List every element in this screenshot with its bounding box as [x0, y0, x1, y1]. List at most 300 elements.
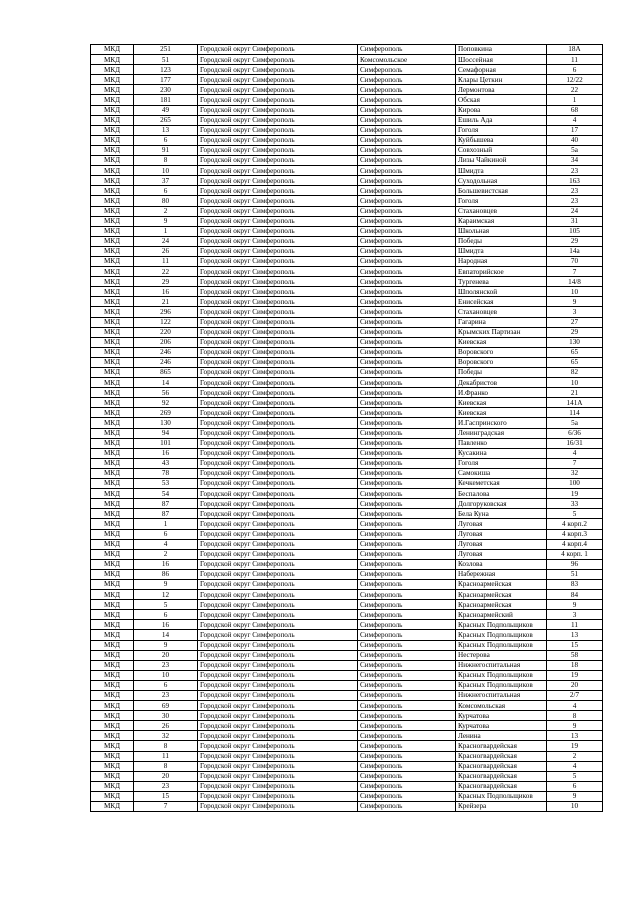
cell-object-type: МКД	[91, 771, 134, 781]
cell-number: 206	[134, 337, 198, 347]
cell-district: Городской округ Симферополь	[198, 388, 358, 398]
cell-locality: Симферополь	[358, 448, 456, 458]
cell-locality: Симферополь	[358, 145, 456, 155]
cell-object-type: МКД	[91, 529, 134, 539]
cell-locality: Симферополь	[358, 357, 456, 367]
cell-district: Городской округ Симферополь	[198, 771, 358, 781]
table-row	[91, 337, 603, 347]
cell-house-number: 13	[547, 630, 603, 640]
cell-locality: Симферополь	[358, 721, 456, 731]
cell-street: Беспалова	[456, 489, 547, 499]
cell-number: 181	[134, 95, 198, 105]
cell-street: Караимская	[456, 216, 547, 226]
cell-house-number: 5	[547, 509, 603, 519]
cell-number: 7	[134, 802, 198, 812]
table-row	[91, 610, 603, 620]
table-row	[91, 277, 603, 287]
cell-object-type: МКД	[91, 701, 134, 711]
cell-number: 20	[134, 771, 198, 781]
cell-number: 9	[134, 640, 198, 650]
cell-object-type: МКД	[91, 45, 134, 55]
table-row	[91, 802, 603, 812]
cell-locality: Симферополь	[358, 125, 456, 135]
cell-street: Воровского	[456, 357, 547, 367]
table-row	[91, 630, 603, 640]
cell-object-type: МКД	[91, 156, 134, 166]
cell-district: Городской округ Симферополь	[198, 468, 358, 478]
table-row	[91, 317, 603, 327]
cell-locality: Симферополь	[358, 741, 456, 751]
cell-number: 6	[134, 529, 198, 539]
cell-district: Городской округ Симферополь	[198, 438, 358, 448]
cell-object-type: МКД	[91, 216, 134, 226]
cell-house-number: 13	[547, 731, 603, 741]
table-row	[91, 600, 603, 610]
cell-house-number: 2/7	[547, 691, 603, 701]
cell-street: Красногвардейская	[456, 761, 547, 771]
cell-district: Городской округ Симферополь	[198, 620, 358, 630]
cell-locality: Симферополь	[358, 458, 456, 468]
cell-street: Красноармейская	[456, 579, 547, 589]
cell-district: Городской округ Симферополь	[198, 751, 358, 761]
cell-house-number: 24	[547, 206, 603, 216]
cell-object-type: МКД	[91, 448, 134, 458]
table-row	[91, 256, 603, 266]
cell-object-type: МКД	[91, 246, 134, 256]
cell-number: 265	[134, 115, 198, 125]
cell-street: Красных Подпольщиков	[456, 620, 547, 630]
cell-locality: Симферополь	[358, 85, 456, 95]
cell-number: 54	[134, 489, 198, 499]
cell-street: Красных Подпольщиков	[456, 791, 547, 801]
cell-street: Декабристов	[456, 378, 547, 388]
cell-district: Городской округ Симферополь	[198, 428, 358, 438]
cell-number: 49	[134, 105, 198, 115]
cell-number: 92	[134, 398, 198, 408]
cell-street: И.Франко	[456, 388, 547, 398]
cell-locality: Симферополь	[358, 579, 456, 589]
cell-object-type: МКД	[91, 680, 134, 690]
cell-locality: Симферополь	[358, 105, 456, 115]
cell-number: 24	[134, 236, 198, 246]
cell-locality: Симферополь	[358, 489, 456, 499]
cell-locality: Симферополь	[358, 670, 456, 680]
cell-street: Красногвардейская	[456, 781, 547, 791]
table-row	[91, 691, 603, 701]
table-row	[91, 75, 603, 85]
cell-house-number: 100	[547, 479, 603, 489]
cell-number: 5	[134, 600, 198, 610]
cell-street: Красногвардейская	[456, 751, 547, 761]
cell-number: 123	[134, 65, 198, 75]
cell-street: Лермонтова	[456, 85, 547, 95]
cell-street: Красногвардейская	[456, 771, 547, 781]
table-row	[91, 307, 603, 317]
cell-street: Киевская	[456, 398, 547, 408]
cell-street: Кусакина	[456, 448, 547, 458]
cell-object-type: МКД	[91, 277, 134, 287]
cell-house-number: 31	[547, 216, 603, 226]
cell-number: 122	[134, 317, 198, 327]
cell-house-number: 27	[547, 317, 603, 327]
cell-object-type: МКД	[91, 337, 134, 347]
table-row	[91, 216, 603, 226]
cell-house-number: 15	[547, 640, 603, 650]
cell-number: 22	[134, 267, 198, 277]
cell-number: 246	[134, 347, 198, 357]
table-row	[91, 781, 603, 791]
cell-street: Бела Куна	[456, 509, 547, 519]
cell-house-number: 5а	[547, 418, 603, 428]
cell-number: 43	[134, 458, 198, 468]
table-row	[91, 55, 603, 65]
cell-locality: Симферополь	[358, 418, 456, 428]
cell-locality: Симферополь	[358, 277, 456, 287]
cell-street: Шмидта	[456, 246, 547, 256]
cell-street: Красных Подпольщиков	[456, 670, 547, 680]
table-row	[91, 640, 603, 650]
cell-number: 14	[134, 378, 198, 388]
cell-number: 10	[134, 670, 198, 680]
cell-house-number: 7	[547, 458, 603, 468]
cell-house-number: 65	[547, 347, 603, 357]
cell-object-type: МКД	[91, 357, 134, 367]
cell-district: Городской округ Симферополь	[198, 216, 358, 226]
cell-object-type: МКД	[91, 509, 134, 519]
cell-number: 16	[134, 559, 198, 569]
cell-district: Городской округ Симферополь	[198, 721, 358, 731]
cell-district: Городской округ Симферополь	[198, 287, 358, 297]
cell-number: 51	[134, 55, 198, 65]
cell-object-type: МКД	[91, 256, 134, 266]
table-row	[91, 267, 603, 277]
cell-object-type: МКД	[91, 610, 134, 620]
cell-house-number: 9	[547, 297, 603, 307]
cell-district: Городской округ Симферополь	[198, 458, 358, 468]
cell-district: Городской округ Симферополь	[198, 125, 358, 135]
table-row	[91, 135, 603, 145]
cell-number: 23	[134, 660, 198, 670]
cell-locality: Симферополь	[358, 45, 456, 55]
cell-object-type: МКД	[91, 317, 134, 327]
table-row	[91, 579, 603, 589]
table-row	[91, 156, 603, 166]
cell-locality: Симферополь	[358, 610, 456, 620]
cell-street: Курчатова	[456, 711, 547, 721]
cell-object-type: МКД	[91, 650, 134, 660]
table-row	[91, 620, 603, 630]
table-row	[91, 680, 603, 690]
cell-street: Красноармейский	[456, 610, 547, 620]
cell-house-number: 10	[547, 802, 603, 812]
cell-district: Городской округ Симферополь	[198, 408, 358, 418]
cell-street: Евпаторийское	[456, 267, 547, 277]
cell-number: 21	[134, 297, 198, 307]
cell-street: Крымских Партизан	[456, 327, 547, 337]
table-row	[91, 660, 603, 670]
cell-house-number: 68	[547, 105, 603, 115]
cell-district: Городской округ Симферополь	[198, 115, 358, 125]
table-row	[91, 499, 603, 509]
table-row	[91, 771, 603, 781]
cell-street: Тургенева	[456, 277, 547, 287]
cell-number: 80	[134, 196, 198, 206]
cell-street: Козлова	[456, 559, 547, 569]
cell-object-type: МКД	[91, 489, 134, 499]
cell-street: Комсомольская	[456, 701, 547, 711]
cell-object-type: МКД	[91, 176, 134, 186]
table-row	[91, 327, 603, 337]
cell-object-type: МКД	[91, 590, 134, 600]
table-row	[91, 408, 603, 418]
table-row	[91, 105, 603, 115]
cell-street: Нестерова	[456, 650, 547, 660]
table-row	[91, 166, 603, 176]
cell-house-number: 65	[547, 357, 603, 367]
cell-house-number: 51	[547, 569, 603, 579]
cell-house-number: 141А	[547, 398, 603, 408]
cell-locality: Симферополь	[358, 569, 456, 579]
cell-locality: Симферополь	[358, 186, 456, 196]
table-row	[91, 731, 603, 741]
cell-object-type: МКД	[91, 579, 134, 589]
cell-locality: Симферополь	[358, 761, 456, 771]
cell-number: 78	[134, 468, 198, 478]
table-row	[91, 529, 603, 539]
cell-district: Городской округ Симферополь	[198, 135, 358, 145]
cell-object-type: МКД	[91, 559, 134, 569]
cell-locality: Симферополь	[358, 267, 456, 277]
table-row	[91, 297, 603, 307]
cell-house-number: 19	[547, 741, 603, 751]
cell-object-type: МКД	[91, 721, 134, 731]
table-row	[91, 468, 603, 478]
table-row	[91, 145, 603, 155]
cell-house-number: 9	[547, 721, 603, 731]
cell-house-number: 9	[547, 791, 603, 801]
cell-district: Городской округ Симферополь	[198, 307, 358, 317]
cell-object-type: МКД	[91, 620, 134, 630]
cell-district: Городской округ Симферополь	[198, 680, 358, 690]
cell-district: Городской округ Симферополь	[198, 600, 358, 610]
housing-table	[90, 44, 603, 812]
cell-object-type: МКД	[91, 781, 134, 791]
cell-district: Городской округ Симферополь	[198, 590, 358, 600]
cell-object-type: МКД	[91, 741, 134, 751]
cell-district: Городской округ Симферополь	[198, 509, 358, 519]
cell-number: 30	[134, 711, 198, 721]
cell-district: Городской округ Симферополь	[198, 610, 358, 620]
cell-locality: Симферополь	[358, 559, 456, 569]
cell-house-number: 29	[547, 327, 603, 337]
cell-number: 865	[134, 368, 198, 378]
cell-house-number: 21	[547, 388, 603, 398]
cell-street: Школьная	[456, 226, 547, 236]
cell-object-type: МКД	[91, 186, 134, 196]
cell-locality: Симферополь	[358, 438, 456, 448]
cell-number: 10	[134, 166, 198, 176]
cell-object-type: МКД	[91, 75, 134, 85]
cell-object-type: МКД	[91, 125, 134, 135]
cell-street: Лизы Чайкиной	[456, 156, 547, 166]
table-row	[91, 418, 603, 428]
cell-district: Городской округ Симферополь	[198, 650, 358, 660]
cell-number: 20	[134, 650, 198, 660]
cell-district: Городской округ Симферополь	[198, 731, 358, 741]
table-row	[91, 65, 603, 75]
cell-district: Городской округ Симферополь	[198, 277, 358, 287]
cell-district: Городской округ Симферополь	[198, 317, 358, 327]
cell-locality: Симферополь	[358, 519, 456, 529]
cell-number: 9	[134, 216, 198, 226]
cell-house-number: 9	[547, 600, 603, 610]
cell-number: 8	[134, 156, 198, 166]
cell-locality: Симферополь	[358, 650, 456, 660]
cell-object-type: МКД	[91, 549, 134, 559]
cell-number: 37	[134, 176, 198, 186]
table-row	[91, 448, 603, 458]
table-row	[91, 791, 603, 801]
cell-street: Гоголя	[456, 125, 547, 135]
cell-district: Городской округ Симферополь	[198, 640, 358, 650]
cell-object-type: МКД	[91, 458, 134, 468]
cell-house-number: 14/8	[547, 277, 603, 287]
cell-object-type: МКД	[91, 539, 134, 549]
cell-object-type: МКД	[91, 145, 134, 155]
cell-district: Городской округ Симферополь	[198, 549, 358, 559]
cell-locality: Симферополь	[358, 246, 456, 256]
cell-district: Городской округ Симферополь	[198, 630, 358, 640]
cell-number: 6	[134, 680, 198, 690]
table-row	[91, 206, 603, 216]
cell-district: Городской округ Симферополь	[198, 398, 358, 408]
cell-number: 4	[134, 539, 198, 549]
table-row	[91, 176, 603, 186]
cell-locality: Симферополь	[358, 327, 456, 337]
cell-locality: Симферополь	[358, 115, 456, 125]
table-row	[91, 569, 603, 579]
cell-number: 251	[134, 45, 198, 55]
cell-district: Городской округ Симферополь	[198, 55, 358, 65]
cell-object-type: МКД	[91, 670, 134, 680]
cell-street: Красноармейская	[456, 590, 547, 600]
cell-number: 13	[134, 125, 198, 135]
cell-locality: Симферополь	[358, 398, 456, 408]
cell-district: Городской округ Симферополь	[198, 670, 358, 680]
cell-district: Городской округ Симферополь	[198, 479, 358, 489]
cell-district: Городской округ Симферополь	[198, 75, 358, 85]
cell-house-number: 70	[547, 256, 603, 266]
table-row	[91, 357, 603, 367]
cell-street: Набережная	[456, 569, 547, 579]
cell-locality: Симферополь	[358, 529, 456, 539]
cell-locality: Симферополь	[358, 802, 456, 812]
cell-house-number: 4	[547, 701, 603, 711]
cell-house-number: 96	[547, 559, 603, 569]
cell-house-number: 5	[547, 771, 603, 781]
cell-district: Городской округ Симферополь	[198, 267, 358, 277]
cell-number: 23	[134, 691, 198, 701]
table-row	[91, 368, 603, 378]
cell-locality: Симферополь	[358, 660, 456, 670]
cell-street: Воровского	[456, 347, 547, 357]
cell-house-number: 84	[547, 590, 603, 600]
cell-district: Городской округ Симферополь	[198, 701, 358, 711]
cell-house-number: 29	[547, 236, 603, 246]
cell-locality: Симферополь	[358, 499, 456, 509]
cell-house-number: 4 корп. 1	[547, 549, 603, 559]
table-row	[91, 559, 603, 569]
table-row	[91, 95, 603, 105]
cell-house-number: 6/36	[547, 428, 603, 438]
cell-object-type: МКД	[91, 428, 134, 438]
cell-district: Городской округ Симферополь	[198, 802, 358, 812]
cell-district: Городской округ Симферополь	[198, 781, 358, 791]
cell-street: Поповкина	[456, 45, 547, 55]
cell-house-number: 10	[547, 378, 603, 388]
cell-house-number: 40	[547, 135, 603, 145]
cell-number: 16	[134, 620, 198, 630]
cell-street: Большевистская	[456, 186, 547, 196]
cell-district: Городской округ Симферополь	[198, 741, 358, 751]
cell-number: 87	[134, 509, 198, 519]
cell-object-type: МКД	[91, 267, 134, 277]
cell-locality: Симферополь	[358, 166, 456, 176]
cell-number: 2	[134, 549, 198, 559]
table-row	[91, 751, 603, 761]
cell-locality: Симферополь	[358, 337, 456, 347]
cell-house-number: 4	[547, 761, 603, 771]
cell-object-type: МКД	[91, 206, 134, 216]
cell-locality: Симферополь	[358, 95, 456, 105]
cell-house-number: 1	[547, 95, 603, 105]
cell-district: Городской округ Симферополь	[198, 660, 358, 670]
cell-street: Луговая	[456, 549, 547, 559]
cell-district: Городской округ Симферополь	[198, 448, 358, 458]
cell-district: Городской округ Симферополь	[198, 145, 358, 155]
cell-street: Куйбышева	[456, 135, 547, 145]
cell-district: Городской округ Симферополь	[198, 65, 358, 75]
cell-locality: Симферополь	[358, 347, 456, 357]
table-row	[91, 489, 603, 499]
cell-number: 29	[134, 277, 198, 287]
table-row	[91, 398, 603, 408]
cell-object-type: МКД	[91, 347, 134, 357]
cell-district: Городской округ Симферополь	[198, 791, 358, 801]
cell-object-type: МКД	[91, 479, 134, 489]
cell-locality: Симферополь	[358, 428, 456, 438]
cell-house-number: 3	[547, 307, 603, 317]
table-row	[91, 711, 603, 721]
cell-house-number: 19	[547, 489, 603, 499]
cell-district: Городской округ Симферополь	[198, 691, 358, 701]
cell-street: Победы	[456, 368, 547, 378]
cell-object-type: МКД	[91, 287, 134, 297]
cell-number: 220	[134, 327, 198, 337]
cell-house-number: 20	[547, 680, 603, 690]
cell-object-type: МКД	[91, 660, 134, 670]
cell-street: Красногвардейская	[456, 741, 547, 751]
cell-street: Гоголя	[456, 458, 547, 468]
cell-house-number: 5а	[547, 145, 603, 155]
cell-street: Совхозный	[456, 145, 547, 155]
cell-number: 26	[134, 721, 198, 731]
cell-street: Стахановцев	[456, 307, 547, 317]
cell-district: Городской округ Симферополь	[198, 176, 358, 186]
cell-house-number: 114	[547, 408, 603, 418]
cell-house-number: 11	[547, 620, 603, 630]
cell-district: Городской округ Симферополь	[198, 357, 358, 367]
